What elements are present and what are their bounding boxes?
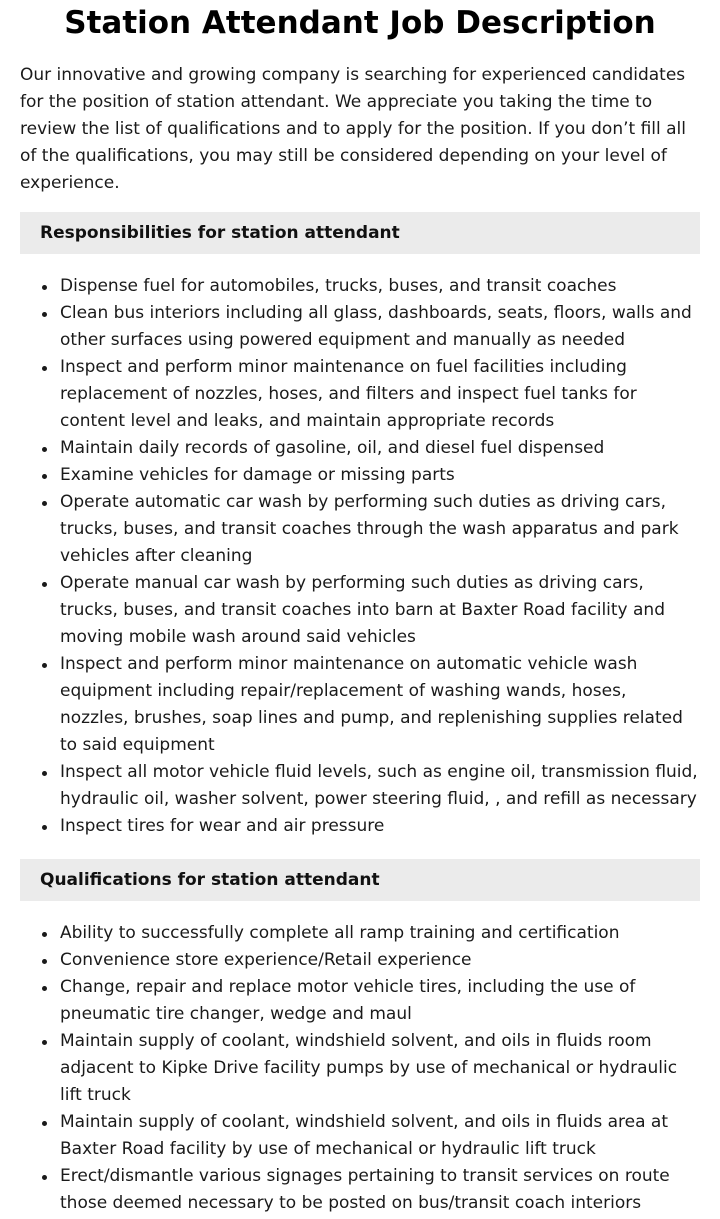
list-item: Inspect and perform minor maintenance on automatic vehicle wash equipment including repair/replacement of washing wands, hoses, nozzles, brushes, soap lines and pump, and replenishing supplies related to said equipment: [60, 651, 700, 759]
page-title: Station Attendant Job Description: [64, 5, 656, 41]
list-item: Operate manual car wash by performing such duties as driving cars, trucks, buses, and transit coaches into barn at Baxter Road facility and moving mobile wash around said vehicles: [60, 570, 700, 651]
intro-paragraph: Our innovative and growing company is searching for experienced candidates for the position of station attendant. We appreciate you taking the time to review the list of qualifications and to apply for the position. If you don’t fill all of the qualifications, you may still be considered depending on your level of experience.: [20, 65, 686, 193]
qualifications-heading: Qualifications for station attendant: [20, 859, 700, 901]
list-item: Operate automatic car wash by performing such duties as driving cars, trucks, buses, and transit coaches through the wash apparatus and park vehicles after cleaning: [60, 489, 700, 570]
responsibilities-list: [20, 273, 700, 840]
list-item: Ability to successfully complete all ramp training and certification: [60, 920, 700, 947]
list-item: Inspect and perform minor maintenance on fuel facilities including replacement of nozzles, hoses, and filters and inspect fuel tanks for content level and leaks, and maintain appropriate records: [60, 354, 700, 435]
list-item: Maintain supply of coolant, windshield solvent, and oils in fluids room adjacent to Kipke Drive facility pumps by use of mechanical or hydraulic lift truck: [60, 1028, 700, 1109]
list-item: Clean bus interiors including all glass, dashboards, seats, floors, walls and other surfaces using powered equipment and manually as needed: [60, 300, 700, 354]
list-item: Maintain supply of coolant, windshield solvent, and oils in fluids area at Baxter Road facility by use of mechanical or hydraulic lift truck: [60, 1109, 700, 1163]
list-item: Change, repair and replace motor vehicle tires, including the use of pneumatic tire changer, wedge and maul: [60, 974, 700, 1028]
list-item: Inspect tires for wear and air pressure: [60, 813, 700, 840]
list-item: Erect/dismantle various signages pertaining to transit services on route those deemed necessary to be posted on bus/transit coach interiors: [60, 1163, 700, 1217]
qualifications-list: [20, 920, 700, 1217]
list-item: Convenience store experience/Retail experience: [60, 947, 700, 974]
list-item: Maintain daily records of gasoline, oil, and diesel fuel dispensed: [60, 435, 700, 462]
list-item: Inspect all motor vehicle fluid levels, such as engine oil, transmission fluid, hydraulic oil, washer solvent, power steering fluid, , and refill as necessary: [60, 759, 700, 813]
responsibilities-heading: Responsibilities for station attendant: [20, 212, 700, 254]
list-item: Dispense fuel for automobiles, trucks, buses, and transit coaches: [60, 273, 700, 300]
list-item: Examine vehicles for damage or missing parts: [60, 462, 700, 489]
